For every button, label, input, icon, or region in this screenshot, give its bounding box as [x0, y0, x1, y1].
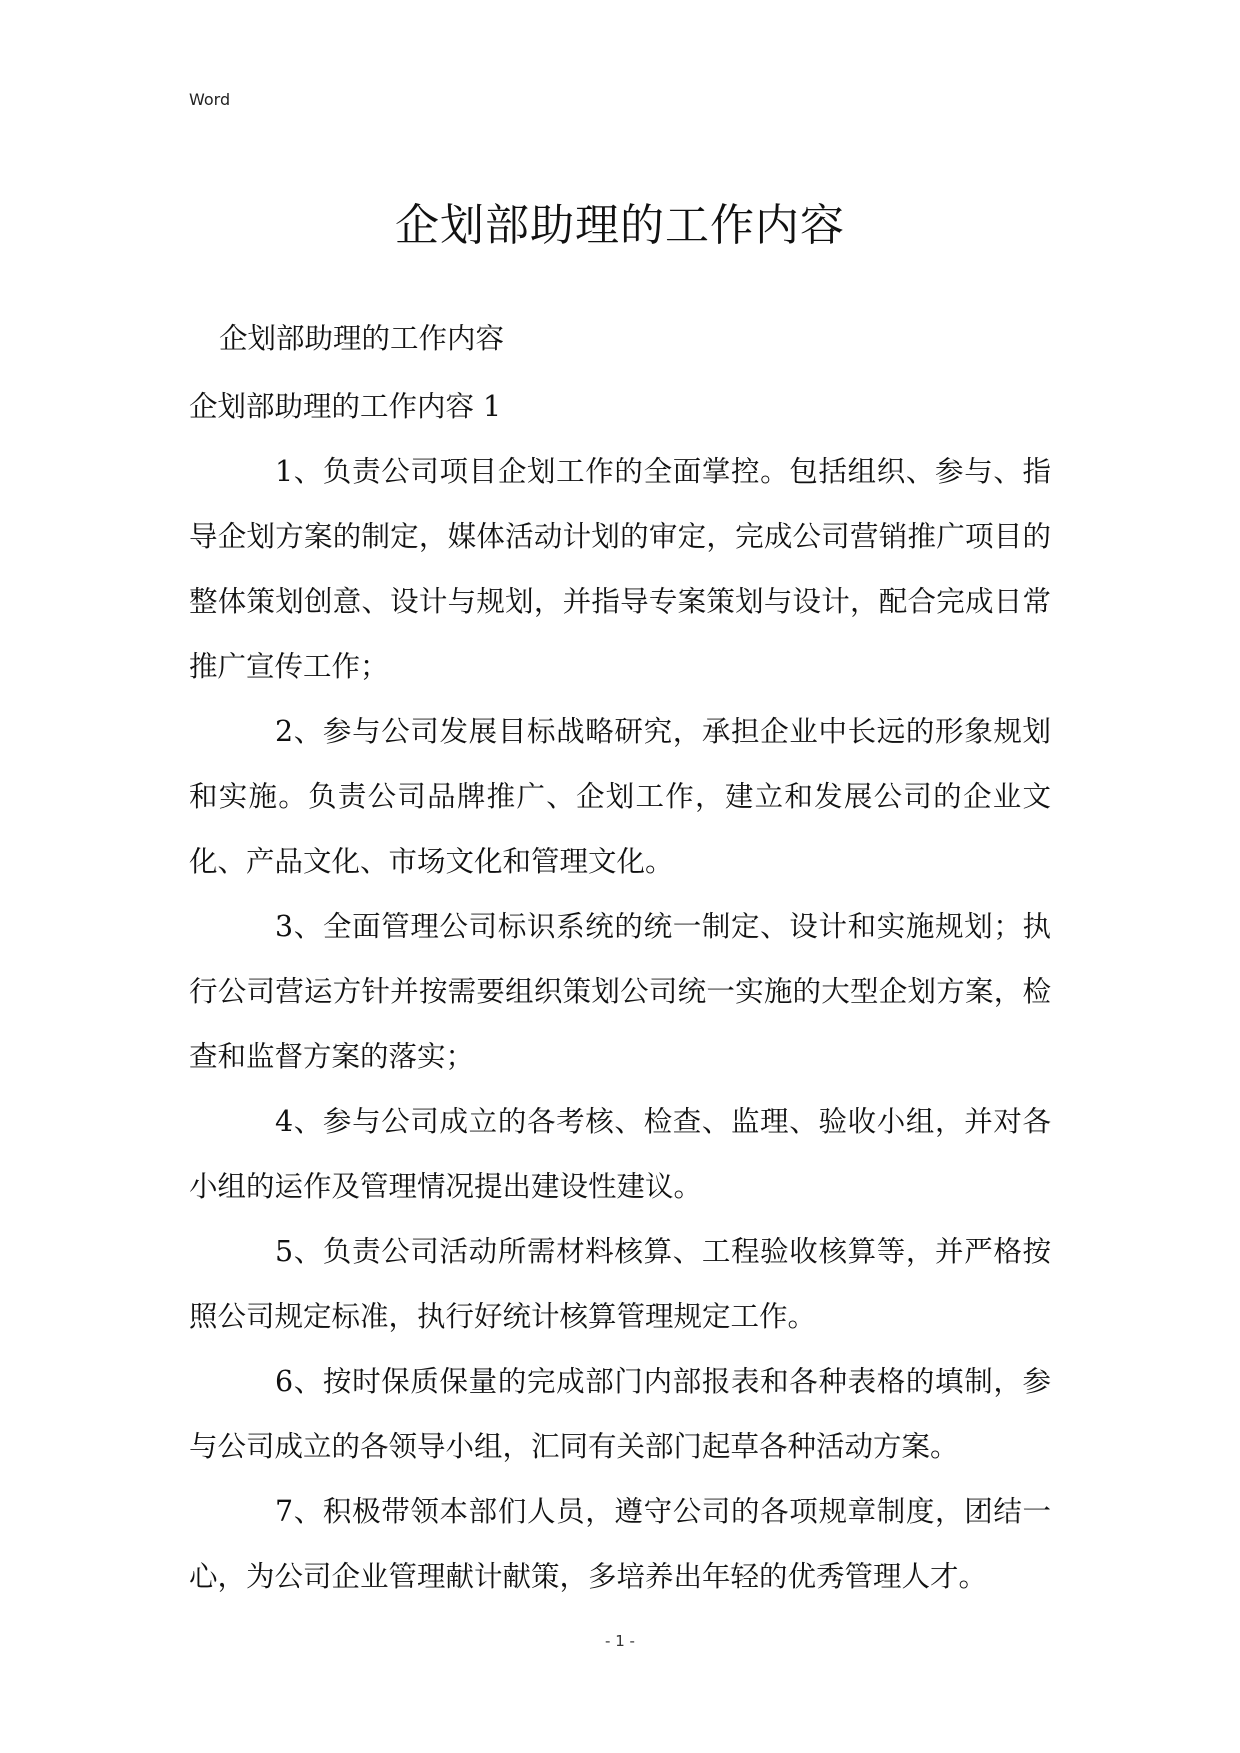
paragraph-6: 6、按时保质保量的完成部门内部报表和各种表格的填制，参与公司成立的各领导小组，汇同有关部门起草各种活动方案。: [189, 1365, 1051, 1463]
document-body: [189, 306, 1051, 1609]
paragraph-2: 2、参与公司发展目标战略研究，承担企业中长远的形象规划和实施。负责公司品牌推广、企划工作，建立和发展公司的企业文化、产品文化、市场文化和管理文化。: [189, 715, 1051, 878]
paragraph-3: 3、全面管理公司标识系统的统一制定、设计和实施规划；执行公司营运方针并按需要组织策划公司统一实施的大型企划方案，检查和监督方案的落实；: [189, 910, 1051, 1073]
document-title: 企划部助理的工作内容: [395, 200, 845, 251]
page-number: - 1 -: [605, 1632, 635, 1650]
paragraph-4: 4、参与公司成立的各考核、检查、监理、验收小组，并对各小组的运作及管理情况提出建设性建议。: [189, 1105, 1051, 1203]
paragraph-7: 7、积极带领本部们人员，遵守公司的各项规章制度，团结一心，为公司企业管理献计献策，多培养出年轻的优秀管理人才。: [189, 1495, 1051, 1593]
section-heading: 企划部助理的工作内容 1: [189, 390, 502, 423]
header-label: Word: [189, 90, 231, 109]
document-subtitle: 企划部助理的工作内容: [219, 322, 505, 355]
paragraph-5: 5、负责公司活动所需材料核算、工程验收核算等，并严格按照公司规定标准，执行好统计核算管理规定工作。: [189, 1235, 1051, 1333]
paragraph-1: 1、负责公司项目企划工作的全面掌控。包括组织、参与、指导企划方案的制定，媒体活动计划的审定，完成公司营销推广项目的整体策划创意、设计与规划，并指导专案策划与设计，配合完成日常推广宣传工作；: [189, 455, 1051, 683]
